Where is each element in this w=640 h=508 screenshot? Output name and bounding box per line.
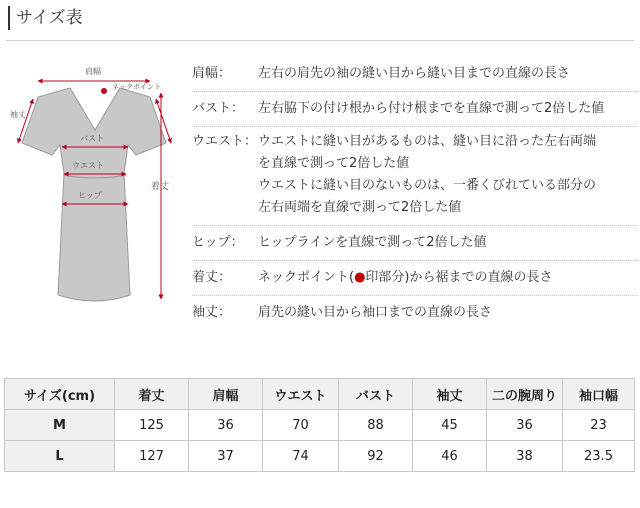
definition-term: 袖丈： <box>192 305 232 320</box>
table-cell: 46 <box>413 441 487 472</box>
size-table <box>4 378 635 472</box>
table-header-row <box>5 379 635 410</box>
table-cell: 38 <box>487 441 563 472</box>
table-cell: 37 <box>189 441 263 472</box>
neck-point-dot-icon: ● <box>354 270 366 285</box>
table-cell: 36 <box>189 410 263 441</box>
divider <box>192 126 637 127</box>
table-cell: 45 <box>413 410 487 441</box>
definition-row-bust <box>192 98 637 120</box>
definition-line: ウエストに縫い目のないものは、一番くびれている部分の <box>258 178 597 193</box>
definition-text: 肩先の縫い目から袖口までの直線の長さ <box>258 305 493 320</box>
neck-point-marker <box>101 88 107 94</box>
column-header: 二の腕周り <box>487 379 563 410</box>
table-cell: 88 <box>339 410 413 441</box>
table-cell: 23.5 <box>563 441 635 472</box>
title-divider <box>6 40 634 41</box>
column-header: バスト <box>339 379 413 410</box>
definition-text: ヒップラインを直線で測って2倍した値 <box>258 235 487 250</box>
table-cell: 23 <box>563 410 635 441</box>
column-header: 袖口幅 <box>563 379 635 410</box>
column-header: 袖丈 <box>413 379 487 410</box>
definition-row-waist <box>192 131 637 219</box>
divider <box>192 91 637 92</box>
table-cell: 125 <box>115 410 189 441</box>
table-cell: 127 <box>115 441 189 472</box>
definition-term: ウエスト： <box>192 134 258 149</box>
definition-text <box>258 267 637 289</box>
definition-row-katahaba <box>192 63 637 85</box>
definition-text: 左右の肩先の袖の縫い目から縫い目までの直線の長さ <box>258 66 571 81</box>
definition-text-part: 印部分)から裾までの直線の長さ <box>365 270 553 285</box>
table-cell: 74 <box>263 441 339 472</box>
table-row <box>5 410 635 441</box>
column-header: ウエスト <box>263 379 339 410</box>
neck-point-label: ネックポイント <box>112 83 161 91</box>
definition-line: 左右両端を直線で測って2倍した値 <box>258 200 462 215</box>
hip-label: ヒップ <box>78 191 102 200</box>
definition-text-part: ネックポイント( <box>258 270 355 285</box>
divider <box>192 260 637 261</box>
definition-text: 左右脇下の付け根から付け根までを直線で測って2倍した値 <box>258 101 605 116</box>
definition-term: バスト： <box>192 101 245 116</box>
column-header: 肩幅 <box>189 379 263 410</box>
katahaba-label: 肩幅 <box>85 67 101 76</box>
definition-term: 肩幅： <box>192 66 232 81</box>
kitake-label: 着丈 <box>151 182 170 192</box>
definition-line: ウエストに縫い目があるものは、縫い目に沿った左右両端 <box>258 134 597 149</box>
bust-label: バスト <box>80 134 104 143</box>
sodetake-label: 袖丈 <box>10 110 26 119</box>
column-header: サイズ(cm) <box>5 379 115 410</box>
definition-row-sodetake <box>192 302 637 324</box>
table-cell: L <box>5 441 115 472</box>
column-header: 着丈 <box>115 379 189 410</box>
divider <box>192 225 637 226</box>
definition-term: 着丈： <box>192 270 232 285</box>
definition-row-hip <box>192 232 637 254</box>
table-cell: 36 <box>487 410 563 441</box>
definition-text <box>258 131 637 219</box>
table-cell: 92 <box>339 441 413 472</box>
table-cell: 70 <box>263 410 339 441</box>
table-row <box>5 441 635 472</box>
measurement-definitions <box>192 60 637 324</box>
definition-line: を直線で測って2倍した値 <box>258 156 410 171</box>
definition-term: ヒップ： <box>192 235 244 250</box>
table-cell: M <box>5 410 115 441</box>
definition-row-kitake <box>192 267 637 289</box>
dress-diagram <box>0 55 190 325</box>
divider <box>192 295 637 296</box>
waist-label: ウエスト <box>72 161 104 170</box>
page-title: サイズ表 <box>8 6 83 30</box>
